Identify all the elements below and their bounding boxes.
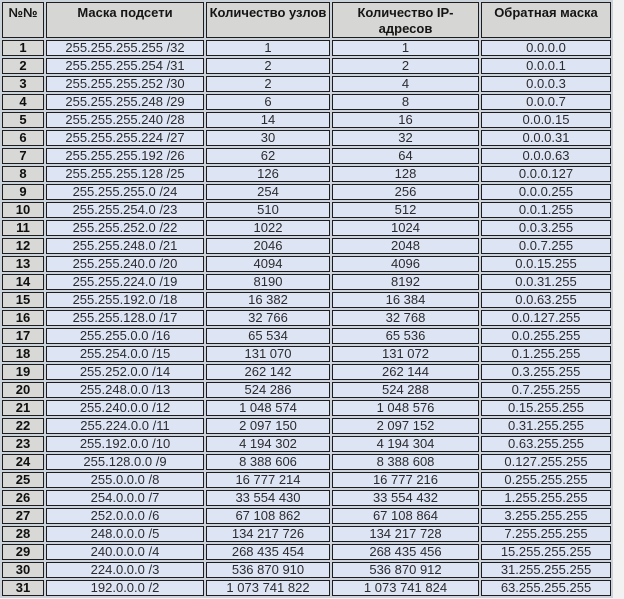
table-row [2,202,611,218]
cell-ip-count: 1024 [332,220,479,236]
table-row [2,580,611,596]
cell-index: 13 [2,256,44,272]
table-row [2,346,611,362]
cell-ip-count: 512 [332,202,479,218]
cell-index: 22 [2,418,44,434]
cell-subnet-mask: 240.0.0.0 /4 [46,544,204,560]
cell-ip-count: 4 [332,76,479,92]
cell-wildcard-mask: 0.0.15.255 [481,256,611,272]
cell-wildcard-mask: 0.31.255.255 [481,418,611,434]
cell-ip-count: 262 144 [332,364,479,380]
cell-ip-count: 268 435 456 [332,544,479,560]
cell-ip-count: 2 [332,58,479,74]
table-row [2,94,611,110]
cell-ip-count: 536 870 912 [332,562,479,578]
cell-index: 31 [2,580,44,596]
col-header-index: №№ [2,2,44,38]
table-row [2,220,611,236]
cell-wildcard-mask: 0.1.255.255 [481,346,611,362]
cell-node-count: 65 534 [206,328,330,344]
cell-subnet-mask: 255.255.255.252 /30 [46,76,204,92]
cell-subnet-mask: 255.255.255.224 /27 [46,130,204,146]
cell-node-count: 1 [206,40,330,56]
cell-node-count: 510 [206,202,330,218]
cell-wildcard-mask: 0.0.255.255 [481,328,611,344]
cell-subnet-mask: 255.255.255.240 /28 [46,112,204,128]
table-row [2,274,611,290]
cell-node-count: 67 108 862 [206,508,330,524]
cell-index: 5 [2,112,44,128]
cell-node-count: 2046 [206,238,330,254]
cell-ip-count: 1 073 741 824 [332,580,479,596]
cell-subnet-mask: 255.255.248.0 /21 [46,238,204,254]
col-header-node-count: Количество узлов [206,2,330,38]
cell-subnet-mask: 255.192.0.0 /10 [46,436,204,452]
cell-subnet-mask: 255.255.255.255 /32 [46,40,204,56]
cell-ip-count: 67 108 864 [332,508,479,524]
cell-node-count: 126 [206,166,330,182]
cell-index: 19 [2,364,44,380]
table-header-row [2,2,611,38]
cell-subnet-mask: 255.255.0.0 /16 [46,328,204,344]
cell-subnet-mask: 255.255.192.0 /18 [46,292,204,308]
cell-index: 29 [2,544,44,560]
cell-node-count: 16 382 [206,292,330,308]
cell-index: 27 [2,508,44,524]
table-row [2,526,611,542]
cell-subnet-mask: 255.0.0.0 /8 [46,472,204,488]
cell-node-count: 8 388 606 [206,454,330,470]
table-row [2,130,611,146]
cell-wildcard-mask: 0.0.0.7 [481,94,611,110]
table-row [2,400,611,416]
table-row [2,40,611,56]
cell-ip-count: 16 [332,112,479,128]
cell-wildcard-mask: 0.0.1.255 [481,202,611,218]
table-row [2,382,611,398]
cell-subnet-mask: 255.255.255.254 /31 [46,58,204,74]
cell-index: 12 [2,238,44,254]
cell-subnet-mask: 255.224.0.0 /11 [46,418,204,434]
cell-wildcard-mask: 7.255.255.255 [481,526,611,542]
cell-subnet-mask: 255.255.240.0 /20 [46,256,204,272]
cell-wildcard-mask: 0.255.255.255 [481,472,611,488]
cell-wildcard-mask: 0.0.0.255 [481,184,611,200]
cell-subnet-mask: 254.0.0.0 /7 [46,490,204,506]
table-row [2,436,611,452]
cell-index: 25 [2,472,44,488]
cell-wildcard-mask: 63.255.255.255 [481,580,611,596]
cell-node-count: 536 870 910 [206,562,330,578]
col-header-wildcard-mask: Обратная маска [481,2,611,38]
cell-index: 16 [2,310,44,326]
cell-wildcard-mask: 0.0.127.255 [481,310,611,326]
cell-index: 4 [2,94,44,110]
cell-index: 17 [2,328,44,344]
table-row [2,490,611,506]
table-row [2,166,611,182]
cell-wildcard-mask: 0.0.3.255 [481,220,611,236]
cell-ip-count: 1 [332,40,479,56]
cell-subnet-mask: 255.255.255.248 /29 [46,94,204,110]
cell-node-count: 2 097 150 [206,418,330,434]
cell-wildcard-mask: 0.0.0.63 [481,148,611,164]
cell-ip-count: 64 [332,148,479,164]
cell-index: 6 [2,130,44,146]
table-row [2,472,611,488]
cell-node-count: 1022 [206,220,330,236]
cell-ip-count: 16 384 [332,292,479,308]
cell-index: 23 [2,436,44,452]
cell-wildcard-mask: 0.3.255.255 [481,364,611,380]
table-row [2,76,611,92]
cell-node-count: 33 554 430 [206,490,330,506]
col-header-subnet-mask: Маска подсети [46,2,204,38]
cell-index: 9 [2,184,44,200]
cell-wildcard-mask: 0.0.0.31 [481,130,611,146]
cell-subnet-mask: 255.255.252.0 /22 [46,220,204,236]
cell-wildcard-mask: 0.0.0.127 [481,166,611,182]
cell-index: 7 [2,148,44,164]
cell-index: 14 [2,274,44,290]
cell-index: 10 [2,202,44,218]
cell-subnet-mask: 255.255.254.0 /23 [46,202,204,218]
cell-subnet-mask: 252.0.0.0 /6 [46,508,204,524]
cell-ip-count: 4096 [332,256,479,272]
cell-subnet-mask: 255.240.0.0 /12 [46,400,204,416]
cell-wildcard-mask: 0.7.255.255 [481,382,611,398]
cell-node-count: 262 142 [206,364,330,380]
cell-index: 20 [2,382,44,398]
cell-node-count: 14 [206,112,330,128]
table-row [2,418,611,434]
cell-ip-count: 134 217 728 [332,526,479,542]
cell-node-count: 134 217 726 [206,526,330,542]
cell-ip-count: 4 194 304 [332,436,479,452]
cell-node-count: 62 [206,148,330,164]
cell-wildcard-mask: 3.255.255.255 [481,508,611,524]
cell-ip-count: 524 288 [332,382,479,398]
cell-wildcard-mask: 0.15.255.255 [481,400,611,416]
cell-subnet-mask: 255.255.255.192 /26 [46,148,204,164]
cell-wildcard-mask: 1.255.255.255 [481,490,611,506]
cell-ip-count: 32 768 [332,310,479,326]
table-row [2,328,611,344]
cell-index: 26 [2,490,44,506]
cell-ip-count: 65 536 [332,328,479,344]
table-row [2,238,611,254]
cell-node-count: 16 777 214 [206,472,330,488]
cell-node-count: 32 766 [206,310,330,326]
cell-index: 3 [2,76,44,92]
cell-wildcard-mask: 0.0.31.255 [481,274,611,290]
cell-subnet-mask: 255.255.255.128 /25 [46,166,204,182]
cell-ip-count: 2 097 152 [332,418,479,434]
cell-ip-count: 16 777 216 [332,472,479,488]
cell-node-count: 2 [206,76,330,92]
cell-subnet-mask: 255.252.0.0 /14 [46,364,204,380]
table-row [2,508,611,524]
table-row [2,292,611,308]
cell-ip-count: 256 [332,184,479,200]
cell-wildcard-mask: 0.0.0.0 [481,40,611,56]
cell-wildcard-mask: 15.255.255.255 [481,544,611,560]
cell-ip-count: 32 [332,130,479,146]
cell-index: 11 [2,220,44,236]
cell-ip-count: 131 072 [332,346,479,362]
col-header-ip-count: Количество IP-адресов [332,2,479,38]
cell-wildcard-mask: 0.0.63.255 [481,292,611,308]
cell-index: 28 [2,526,44,542]
cell-index: 18 [2,346,44,362]
cell-node-count: 254 [206,184,330,200]
cell-ip-count: 8 388 608 [332,454,479,470]
cell-node-count: 8190 [206,274,330,290]
cell-wildcard-mask: 0.0.7.255 [481,238,611,254]
table-row [2,454,611,470]
cell-node-count: 2 [206,58,330,74]
cell-node-count: 30 [206,130,330,146]
cell-index: 24 [2,454,44,470]
cell-index: 2 [2,58,44,74]
cell-index: 21 [2,400,44,416]
cell-wildcard-mask: 0.127.255.255 [481,454,611,470]
cell-ip-count: 128 [332,166,479,182]
table-row [2,544,611,560]
cell-wildcard-mask: 0.63.255.255 [481,436,611,452]
cell-node-count: 4 194 302 [206,436,330,452]
cell-index: 30 [2,562,44,578]
cell-node-count: 1 073 741 822 [206,580,330,596]
cell-node-count: 268 435 454 [206,544,330,560]
cell-index: 15 [2,292,44,308]
cell-index: 1 [2,40,44,56]
cell-subnet-mask: 255.254.0.0 /15 [46,346,204,362]
cell-node-count: 4094 [206,256,330,272]
cell-node-count: 1 048 574 [206,400,330,416]
cell-subnet-mask: 192.0.0.0 /2 [46,580,204,596]
cell-subnet-mask: 224.0.0.0 /3 [46,562,204,578]
table-row [2,256,611,272]
cell-ip-count: 33 554 432 [332,490,479,506]
cell-wildcard-mask: 31.255.255.255 [481,562,611,578]
cell-index: 8 [2,166,44,182]
cell-ip-count: 1 048 576 [332,400,479,416]
table-row [2,364,611,380]
cell-wildcard-mask: 0.0.0.3 [481,76,611,92]
table-row [2,562,611,578]
table-row [2,184,611,200]
table-row [2,58,611,74]
cell-subnet-mask: 255.255.255.0 /24 [46,184,204,200]
cell-ip-count: 2048 [332,238,479,254]
cell-node-count: 131 070 [206,346,330,362]
cell-node-count: 6 [206,94,330,110]
table-row [2,310,611,326]
cell-subnet-mask: 255.248.0.0 /13 [46,382,204,398]
table-row [2,112,611,128]
cell-node-count: 524 286 [206,382,330,398]
cell-subnet-mask: 255.255.224.0 /19 [46,274,204,290]
cell-wildcard-mask: 0.0.0.15 [481,112,611,128]
cell-wildcard-mask: 0.0.0.1 [481,58,611,74]
table-row [2,148,611,164]
cell-subnet-mask: 248.0.0.0 /5 [46,526,204,542]
cell-ip-count: 8192 [332,274,479,290]
cell-subnet-mask: 255.128.0.0 /9 [46,454,204,470]
cell-subnet-mask: 255.255.128.0 /17 [46,310,204,326]
cell-ip-count: 8 [332,94,479,110]
